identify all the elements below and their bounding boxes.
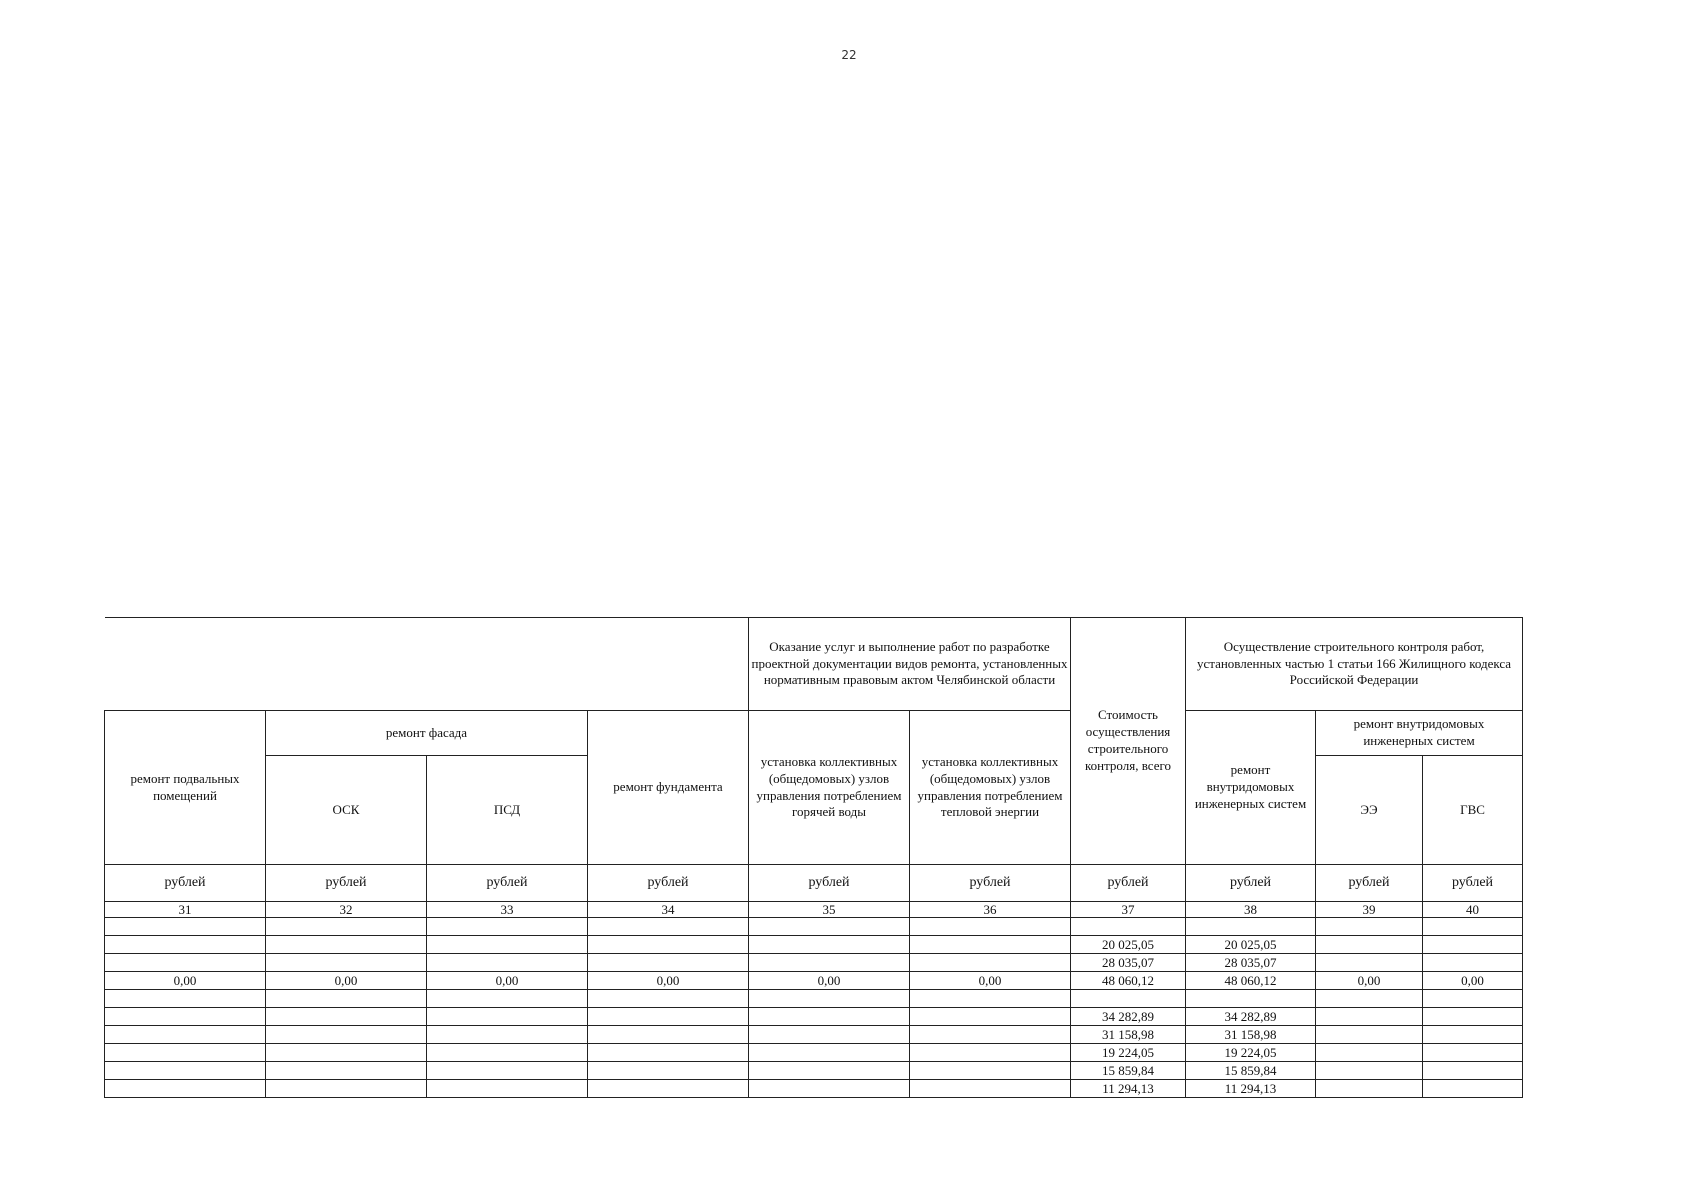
header-psd: ПСД xyxy=(427,756,588,865)
table-cell: 20 025,05 xyxy=(1071,936,1186,954)
table-cell xyxy=(266,1062,427,1080)
data-rows xyxy=(105,918,1523,1098)
table-row xyxy=(105,972,1523,990)
table-cell xyxy=(266,918,427,936)
table-cell xyxy=(910,918,1071,936)
table-cell xyxy=(749,936,910,954)
table-cell xyxy=(266,936,427,954)
table-cell: 0,00 xyxy=(1316,972,1423,990)
table-cell xyxy=(1071,918,1186,936)
table-cell xyxy=(588,1044,749,1062)
table-cell xyxy=(266,1044,427,1062)
header-osk: ОСК xyxy=(266,756,427,865)
table-cell xyxy=(266,1080,427,1098)
table-cell xyxy=(105,1044,266,1062)
table-cell xyxy=(910,1044,1071,1062)
table-cell: 0,00 xyxy=(105,972,266,990)
table-cell xyxy=(749,1026,910,1044)
table-cell xyxy=(105,1008,266,1026)
table-cell: 0,00 xyxy=(427,972,588,990)
table-cell xyxy=(749,1062,910,1080)
unit-cell: рублей xyxy=(1071,865,1186,902)
table-cell xyxy=(427,1080,588,1098)
table-row xyxy=(105,1044,1523,1062)
header-control-total: Стоимость осуществления строительного контроля, всего xyxy=(1071,618,1186,865)
table-cell xyxy=(105,1080,266,1098)
table-cell xyxy=(910,1080,1071,1098)
table-cell xyxy=(588,1062,749,1080)
table-row xyxy=(105,990,1523,1008)
table-cell xyxy=(910,1062,1071,1080)
table-cell xyxy=(749,1044,910,1062)
table-cell xyxy=(427,918,588,936)
table-cell: 34 282,89 xyxy=(1071,1008,1186,1026)
table-cell xyxy=(588,1008,749,1026)
table-cell: 48 060,12 xyxy=(1186,972,1316,990)
header-hot-water-units: установка коллективных (общедомовых) узлов управления потреблением горячей воды xyxy=(749,711,910,865)
table-cell: 15 859,84 xyxy=(1186,1062,1316,1080)
table-cell xyxy=(105,990,266,1008)
column-number: 36 xyxy=(910,902,1071,918)
table-cell: 28 035,07 xyxy=(1071,954,1186,972)
header-facade: ремонт фасада xyxy=(266,711,588,756)
units-row xyxy=(105,865,1523,902)
column-number: 39 xyxy=(1316,902,1423,918)
table-cell: 31 158,98 xyxy=(1071,1026,1186,1044)
page-number: 22 xyxy=(841,48,857,62)
table-cell xyxy=(105,918,266,936)
table-cell xyxy=(427,954,588,972)
table-cell xyxy=(1071,990,1186,1008)
table-cell xyxy=(749,954,910,972)
unit-cell: рублей xyxy=(1423,865,1523,902)
table-cell: 31 158,98 xyxy=(1186,1026,1316,1044)
header-engineering-systems: ремонт внутридомовых инженерных систем xyxy=(1186,711,1316,865)
unit-cell: рублей xyxy=(588,865,749,902)
table-cell xyxy=(266,1008,427,1026)
header-foundation: ремонт фундамента xyxy=(588,711,749,865)
table-cell xyxy=(1186,990,1316,1008)
table-cell xyxy=(910,936,1071,954)
table-cell xyxy=(1423,990,1523,1008)
table-cell xyxy=(1186,918,1316,936)
column-number: 32 xyxy=(266,902,427,918)
table-cell xyxy=(1423,1008,1523,1026)
table-cell xyxy=(1423,1044,1523,1062)
table-cell xyxy=(266,990,427,1008)
table-cell xyxy=(105,1062,266,1080)
table-cell xyxy=(749,918,910,936)
table-cell: 0,00 xyxy=(588,972,749,990)
unit-cell: рублей xyxy=(1316,865,1423,902)
column-number: 40 xyxy=(1423,902,1523,918)
table-cell: 11 294,13 xyxy=(1071,1080,1186,1098)
table-cell xyxy=(1423,1026,1523,1044)
header-design-group: Оказание услуг и выполнение работ по разработке проектной документации видов ремонта, установленных нормативным правовым актом Челябинской области xyxy=(749,618,1071,711)
table-cell xyxy=(749,1008,910,1026)
unit-cell: рублей xyxy=(910,865,1071,902)
table-cell xyxy=(1316,1044,1423,1062)
table-cell: 34 282,89 xyxy=(1186,1008,1316,1026)
table-cell xyxy=(105,954,266,972)
header-engineering-systems-sub: ремонт внутридомовых инженерных систем xyxy=(1316,711,1523,756)
table-cell xyxy=(266,1026,427,1044)
column-number: 37 xyxy=(1071,902,1186,918)
table-row xyxy=(105,1026,1523,1044)
table-cell: 15 859,84 xyxy=(1071,1062,1186,1080)
table-row xyxy=(105,1062,1523,1080)
column-number: 34 xyxy=(588,902,749,918)
table-cell xyxy=(1316,1026,1423,1044)
table-cell: 0,00 xyxy=(749,972,910,990)
table-cell: 0,00 xyxy=(1423,972,1523,990)
table-cell xyxy=(910,990,1071,1008)
table-cell xyxy=(427,1044,588,1062)
table-cell xyxy=(1316,1080,1423,1098)
column-number: 31 xyxy=(105,902,266,918)
header-blank-area xyxy=(105,618,749,711)
table-cell xyxy=(910,1026,1071,1044)
table-cell xyxy=(105,936,266,954)
unit-cell: рублей xyxy=(749,865,910,902)
table-cell: 28 035,07 xyxy=(1186,954,1316,972)
table-cell xyxy=(1423,1062,1523,1080)
table-cell: 19 224,05 xyxy=(1186,1044,1316,1062)
header-ee: ЭЭ xyxy=(1316,756,1423,865)
unit-cell: рублей xyxy=(427,865,588,902)
table-cell xyxy=(1316,954,1423,972)
table-cell xyxy=(1316,990,1423,1008)
unit-cell: рублей xyxy=(105,865,266,902)
table-cell xyxy=(427,1008,588,1026)
table-cell xyxy=(1316,1008,1423,1026)
table-cell xyxy=(105,1026,266,1044)
table-cell xyxy=(266,954,427,972)
header-control-group: Осуществление строительного контроля работ, установленных частью 1 статьи 166 Жилищного кодекса Российской Федерации xyxy=(1186,618,1523,711)
table-cell: 19 224,05 xyxy=(1071,1044,1186,1062)
table-cell xyxy=(749,1080,910,1098)
table-cell xyxy=(427,990,588,1008)
table-cell xyxy=(1316,918,1423,936)
table-cell xyxy=(588,918,749,936)
table-cell xyxy=(427,936,588,954)
table-cell: 20 025,05 xyxy=(1186,936,1316,954)
table-cell xyxy=(1316,936,1423,954)
table-cell xyxy=(910,1008,1071,1026)
table-row xyxy=(105,954,1523,972)
header-basement: ремонт подвальных помещений xyxy=(105,711,266,865)
table-cell xyxy=(588,990,749,1008)
column-number: 35 xyxy=(749,902,910,918)
table-cell xyxy=(427,1062,588,1080)
table-cell xyxy=(910,954,1071,972)
table-cell: 0,00 xyxy=(910,972,1071,990)
column-number: 38 xyxy=(1186,902,1316,918)
table-cell xyxy=(749,990,910,1008)
unit-cell: рублей xyxy=(1186,865,1316,902)
table-cell xyxy=(427,1026,588,1044)
table-cell xyxy=(1316,1062,1423,1080)
table-row xyxy=(105,1080,1523,1098)
table-cell: 11 294,13 xyxy=(1186,1080,1316,1098)
repair-cost-table xyxy=(104,617,1523,1098)
table-cell xyxy=(1423,954,1523,972)
table-cell xyxy=(1423,936,1523,954)
table-row xyxy=(105,1008,1523,1026)
header-gvs: ГВС xyxy=(1423,756,1523,865)
table-cell xyxy=(588,954,749,972)
table-cell xyxy=(1423,918,1523,936)
column-number: 33 xyxy=(427,902,588,918)
table-row xyxy=(105,918,1523,936)
table-cell: 0,00 xyxy=(266,972,427,990)
table-cell xyxy=(588,1080,749,1098)
table-cell xyxy=(588,1026,749,1044)
table-cell xyxy=(588,936,749,954)
table-cell: 48 060,12 xyxy=(1071,972,1186,990)
table-row xyxy=(105,936,1523,954)
table-cell xyxy=(1423,1080,1523,1098)
column-numbers-row xyxy=(105,902,1523,918)
header-heat-units: установка коллективных (общедомовых) узлов управления потреблением тепловой энергии xyxy=(910,711,1071,865)
unit-cell: рублей xyxy=(266,865,427,902)
